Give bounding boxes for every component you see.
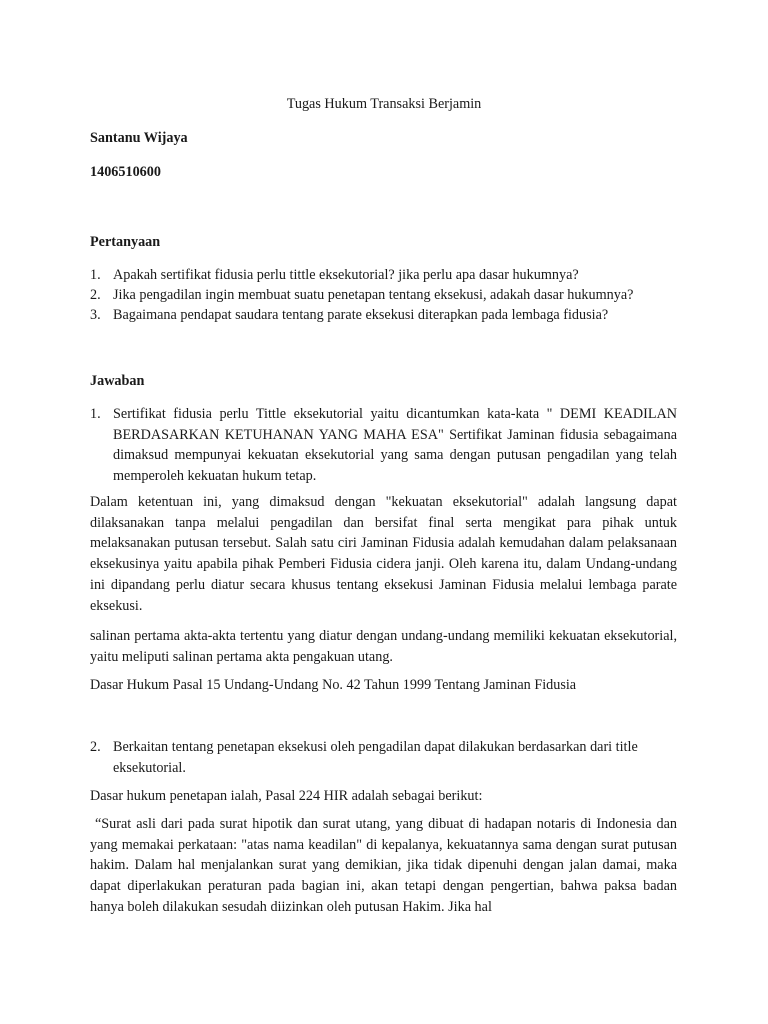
paragraph-hir-basis: Dasar hukum penetapan ialah, Pasal 224 HIR adalah sebagai berikut: [90,788,483,804]
answer-text: Sertifikat fidusia perlu Tittle eksekutorial yaitu dicantumkan kata-kata " DEMI KEADILAN BERDASARKAN KETUHANAN YANG MAHA ESA" Sertifikat Jaminan fidusia sebagaimana dimaksud mempunyai kekuatan eksekutorial yang sama dengan putusan pengadilan yang telah memperoleh kekuatan hukum tetap. [113,406,677,485]
question-item-1 [90,265,677,285]
paragraph-executorial-strength: Dalam ketentuan ini, yang dimaksud dengan "kekuatan eksekutorial" adalah langsung dapat dilaksanakan tanpa melalui pengadilan dan bersifat final serta mengikat para pihak untuk melaksanakan putusan tersebut. Salah satu ciri Jaminan Fidusia adalah kemudahan dalam pelaksanaan eksekusinya yaitu apabila pihak Pemberi Fidusia cidera janji. Oleh karena itu, dalam Undang-undang ini dipandang perlu diatur secara khusus tentang eksekusi Jaminan Fidusia melalui lembaga parate eksekusi. [90,494,677,614]
questions-heading: Pertanyaan [90,234,161,250]
question-item-2 [90,285,677,305]
document-title: Tugas Hukum Transaksi Berjamin [286,96,482,112]
author-name: Santanu Wijaya [90,130,188,146]
paragraph-hir-quote: “Surat asli dari pada surat hipotik dan surat utang, yang dibuat di hadapan notaris di Indonesia dan yang memakai perkataan: "atas nama keadilan" di kepalanya, kekuatannya sama dengan surat putusan hakim. Dalam hal menjalankan surat yang demikian, jika tidak dipenuhi dengan jalan damai, maka dapat diperlakukan peraturan pada bagian ini, akan tetapi dengan pengertian, bahwa paksa badan hanya boleh dilakukan sesudah diizinkan oleh putusan Hakim. Jika hal [90,816,681,915]
question-item-3 [90,305,677,325]
answers-heading: Jawaban [90,373,145,389]
question-text: Bagaimana pendapat saudara tentang parate eksekusi diterapkan pada lembaga fidusia? [113,307,609,323]
question-number: 1. [90,267,101,283]
paragraph-legal-basis: Dasar Hukum Pasal 15 Undang-Undang No. 42 Tahun 1999 Tentang Jaminan Fidusia [90,677,577,693]
student-id: 1406510600 [90,164,161,180]
paragraph-first-copy: salinan pertama akta-akta tertentu yang diatur dengan undang-undang memiliki kekuatan eksekutorial, yaitu meliputi salinan pertama akta pengakuan utang. [90,628,677,665]
answer-number: 1. [90,406,101,422]
answer-item-1 [90,404,677,487]
questions-list [90,265,677,325]
question-text: Apakah sertifikat fidusia perlu tittle eksekutorial? jika perlu apa dasar hukumnya? [113,267,579,283]
question-text: Jika pengadilan ingin membuat suatu penetapan tentang eksekusi, adakah dasar hukumnya? [113,287,634,303]
question-number: 2. [90,287,101,303]
answer-item-2 [90,737,677,778]
answer-text: Berkaitan tentang penetapan eksekusi oleh pengadilan dapat dilakukan berdasarkan dari title eksekutorial. [113,739,638,776]
question-number: 3. [90,307,101,323]
answer-number: 2. [90,739,101,755]
